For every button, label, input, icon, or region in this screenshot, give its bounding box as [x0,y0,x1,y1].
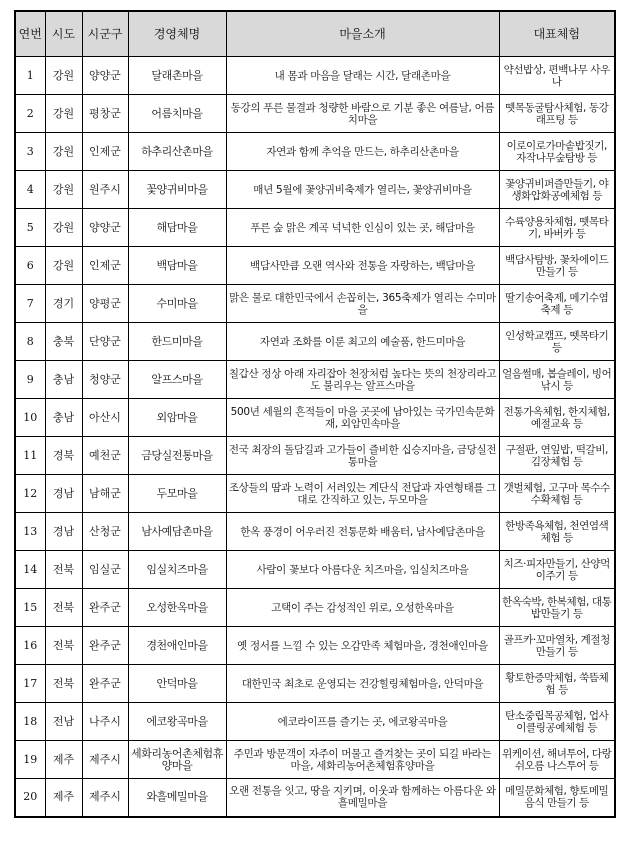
cell-intro: 백담사만큼 오랜 역사와 전통을 자랑하는, 백담마을 [226,247,499,285]
cell-sido: 경남 [45,475,82,513]
cell-intro: 자연과 함께 추억을 만드는, 하추리산촌마을 [226,133,499,171]
cell-sido: 충남 [45,361,82,399]
cell-sigungu: 아산시 [82,399,128,437]
cell-no: 3 [15,133,45,171]
table-row [15,513,615,551]
cell-sigungu: 완주군 [82,627,128,665]
table-row [15,209,615,247]
cell-no: 4 [15,171,45,209]
cell-no: 9 [15,361,45,399]
cell-sido: 충북 [45,323,82,361]
cell-intro: 전국 최장의 돌담길과 고가들이 즐비한 십승지마을, 금당실전통마을 [226,437,499,475]
table-row [15,57,615,95]
table-row [15,399,615,437]
cell-sido: 전북 [45,589,82,627]
cell-experience: 치즈·피자만들기, 산양먹이주기 등 [499,551,615,589]
cell-experience: 꽃양귀비퍼즐만들기, 야생화압화공예체험 등 [499,171,615,209]
cell-experience: 위케이션, 해녀투어, 다랑쉬오름 나스투어 등 [499,741,615,779]
cell-name: 수미마을 [128,285,226,323]
cell-name: 달래촌마을 [128,57,226,95]
header-sido: 시도 [45,11,82,57]
cell-name: 안덕마을 [128,665,226,703]
cell-no: 15 [15,589,45,627]
cell-sigungu: 단양군 [82,323,128,361]
cell-sigungu: 양평군 [82,285,128,323]
cell-sigungu: 인제군 [82,247,128,285]
cell-experience: 구절판, 연잎밥, 떡갈비, 김장체험 등 [499,437,615,475]
cell-no: 5 [15,209,45,247]
cell-sigungu: 인제군 [82,133,128,171]
cell-sigungu: 남해군 [82,475,128,513]
cell-sido: 경남 [45,513,82,551]
table-row [15,779,615,817]
cell-name: 해담마을 [128,209,226,247]
header-row [15,11,615,57]
table-row [15,475,615,513]
cell-intro: 오랜 전통을 잇고, 땅을 지키며, 이웃과 함께하는 아름다운 와흘메밀마을 [226,779,499,817]
table-row [15,741,615,779]
cell-name: 오성한옥마을 [128,589,226,627]
table-row [15,627,615,665]
table-row [15,95,615,133]
cell-no: 13 [15,513,45,551]
cell-name: 금당실전통마을 [128,437,226,475]
header-experience: 대표체험 [499,11,615,57]
cell-intro: 내 몸과 마음을 달래는 시간, 달래촌마을 [226,57,499,95]
cell-experience: 인성학교캠프, 뗏목타기 등 [499,323,615,361]
cell-experience: 골프카·꼬마열차, 계절청 만들기 등 [499,627,615,665]
cell-no: 19 [15,741,45,779]
cell-sigungu: 산청군 [82,513,128,551]
cell-intro: 사람이 꽃보다 아름다운 치즈마을, 임실치즈마을 [226,551,499,589]
cell-no: 6 [15,247,45,285]
table-row [15,247,615,285]
table-row [15,361,615,399]
cell-name: 와흘메밀마을 [128,779,226,817]
cell-sigungu: 양양군 [82,209,128,247]
cell-sigungu: 예천군 [82,437,128,475]
cell-experience: 탄소중립목공체험, 업사이클링공예체험 등 [499,703,615,741]
cell-no: 17 [15,665,45,703]
cell-name: 남사예담촌마을 [128,513,226,551]
cell-intro: 주민과 방문객이 자주이 머물고 즐겨찾는 곳이 되길 바라는 마을, 세화리농어촌체험휴양마을 [226,741,499,779]
cell-intro: 에코라이프를 즐기는 곳, 에코왕곡마을 [226,703,499,741]
table-row [15,133,615,171]
table-row [15,703,615,741]
cell-intro: 옛 정서를 느낄 수 있는 오감만족 체험마을, 경천애인마을 [226,627,499,665]
cell-sido: 경북 [45,437,82,475]
cell-sigungu: 완주군 [82,665,128,703]
cell-experience: 전통가옥체험, 한지체험, 예절교육 등 [499,399,615,437]
village-table [14,10,616,818]
cell-experience: 황토한증막체험, 쑥뜸체험 등 [499,665,615,703]
cell-sigungu: 원주시 [82,171,128,209]
cell-sido: 강원 [45,209,82,247]
cell-sido: 제주 [45,741,82,779]
table-row [15,285,615,323]
cell-no: 1 [15,57,45,95]
cell-intro: 칠갑산 정상 아래 자리잡아 천장처럼 높다는 뜻의 천장리라고도 불리우는 알프스마을 [226,361,499,399]
cell-sido: 강원 [45,57,82,95]
cell-experience: 이로이로가마솥밥짓기, 자작나무숲탐방 등 [499,133,615,171]
table-row [15,323,615,361]
cell-intro: 동강의 푸른 물결과 청량한 바람으로 기분 좋은 여름날, 어름치마을 [226,95,499,133]
table-row [15,437,615,475]
cell-sido: 전북 [45,665,82,703]
cell-name: 하추리산촌마을 [128,133,226,171]
cell-sigungu: 완주군 [82,589,128,627]
village-table-container [14,10,614,818]
cell-sido: 전남 [45,703,82,741]
header-sigungu: 시군구 [82,11,128,57]
cell-name: 어름치마을 [128,95,226,133]
cell-name: 세화리농어촌체험휴양마을 [128,741,226,779]
cell-no: 16 [15,627,45,665]
cell-experience: 갯벌체험, 고구마 목수수 수확체험 등 [499,475,615,513]
cell-name: 외암마을 [128,399,226,437]
cell-intro: 조상들의 땀과 노력이 서려있는 계단식 전답과 자연형태를 그대로 간직하고 있는, 두모마을 [226,475,499,513]
cell-name: 알프스마을 [128,361,226,399]
cell-experience: 딸기송어축제, 메기수염축제 등 [499,285,615,323]
cell-sido: 제주 [45,779,82,817]
table-row [15,589,615,627]
header-intro: 마을소개 [226,11,499,57]
table-row [15,171,615,209]
cell-name: 경천애인마을 [128,627,226,665]
cell-intro: 푸른 숲 맑은 계곡 넉넉한 인심이 있는 곳, 해담마을 [226,209,499,247]
cell-sido: 강원 [45,171,82,209]
cell-name: 백담마을 [128,247,226,285]
cell-sigungu: 임실군 [82,551,128,589]
cell-no: 20 [15,779,45,817]
table-row [15,551,615,589]
cell-name: 꽃양귀비마을 [128,171,226,209]
table-row [15,665,615,703]
cell-intro: 맑은 물로 대한민국에서 손꼽히는, 365축제가 열리는 수미마을 [226,285,499,323]
cell-name: 두모마을 [128,475,226,513]
cell-no: 14 [15,551,45,589]
cell-intro: 고택이 주는 감성적인 위로, 오성한옥마을 [226,589,499,627]
cell-sido: 강원 [45,133,82,171]
cell-experience: 백담사탐방, 꽃차에이드만들기 등 [499,247,615,285]
cell-no: 12 [15,475,45,513]
cell-no: 11 [15,437,45,475]
cell-intro: 매년 5월에 꽃양귀비축제가 열리는, 꽃양귀비마을 [226,171,499,209]
cell-name: 에코왕곡마을 [128,703,226,741]
cell-sigungu: 평창군 [82,95,128,133]
cell-sigungu: 나주시 [82,703,128,741]
cell-experience: 수륙양용차체험, 뗏목타기, 바버카 등 [499,209,615,247]
cell-no: 8 [15,323,45,361]
cell-sido: 경기 [45,285,82,323]
cell-sido: 전북 [45,551,82,589]
cell-experience: 메밀문화체험, 향토메밀음식 만들기 등 [499,779,615,817]
cell-sido: 강원 [45,95,82,133]
header-name: 경영체명 [128,11,226,57]
cell-intro: 500년 세월의 흔적들이 마을 곳곳에 남아있는 국가민속문화재, 외암민속마을 [226,399,499,437]
header-no: 연번 [15,11,45,57]
cell-sigungu: 제주시 [82,741,128,779]
cell-no: 7 [15,285,45,323]
cell-intro: 한옥 풍경이 어우러진 전통문화 배움터, 남사예담촌마을 [226,513,499,551]
cell-sigungu: 제주시 [82,779,128,817]
cell-intro: 자연과 조화를 이룬 최고의 예술품, 한드미마을 [226,323,499,361]
cell-experience: 한방족욕체험, 천연염색체험 등 [499,513,615,551]
cell-no: 2 [15,95,45,133]
cell-sido: 전북 [45,627,82,665]
cell-sigungu: 청양군 [82,361,128,399]
cell-experience: 약선밥상, 편백나무 사우나 [499,57,615,95]
cell-sido: 강원 [45,247,82,285]
cell-name: 임실치즈마을 [128,551,226,589]
cell-name: 한드미마을 [128,323,226,361]
cell-sigungu: 양양군 [82,57,128,95]
cell-experience: 뗏목동굴탐사체험, 동강래프팅 등 [499,95,615,133]
cell-no: 10 [15,399,45,437]
cell-experience: 한옥숙박, 한복체험, 대통밥만들기 등 [499,589,615,627]
cell-sido: 충남 [45,399,82,437]
cell-intro: 대한민국 최초로 운영되는 건강힐링체험마을, 안덕마을 [226,665,499,703]
cell-experience: 얼음썰매, 봅슬레이, 빙어낚시 등 [499,361,615,399]
cell-no: 18 [15,703,45,741]
